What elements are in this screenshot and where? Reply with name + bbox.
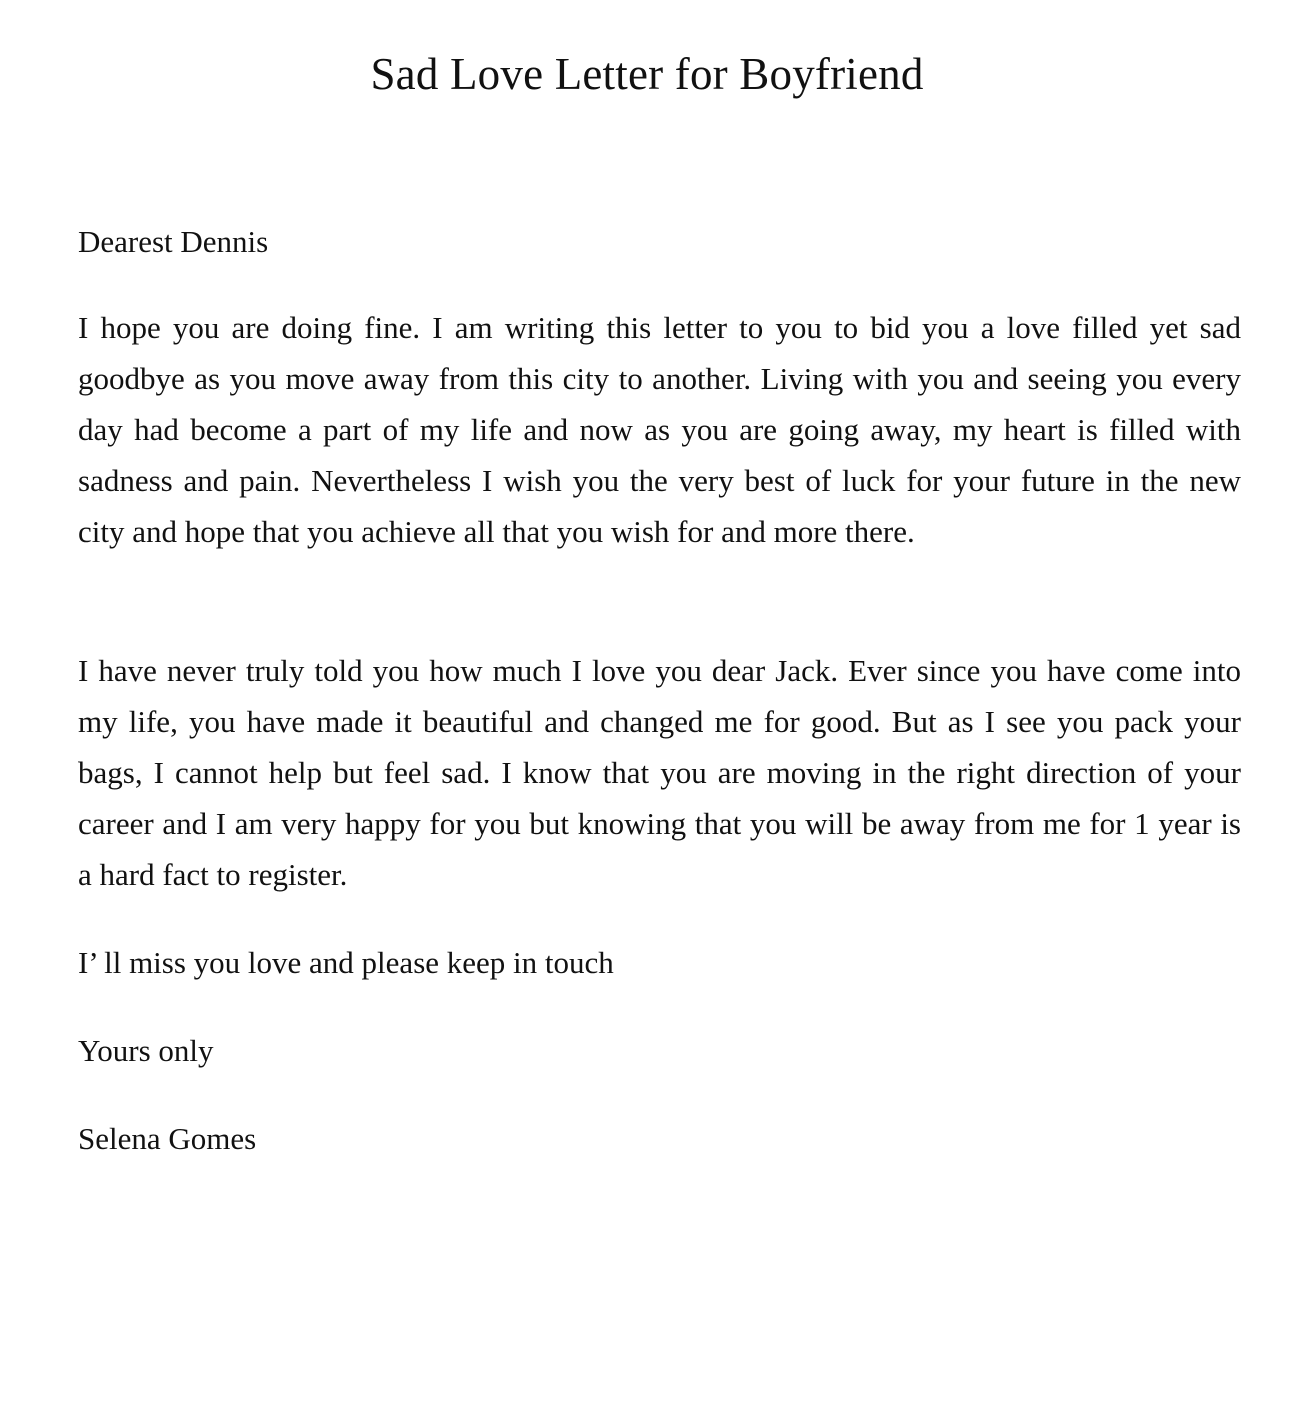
signature-name: Selena Gomes xyxy=(78,1121,257,1156)
paragraph-2: I have never truly told you how much I love you dear Jack. Ever since you have come into my life, you have made it beautiful and changed me for good. But as I see you pack your bags, I cannot help but feel sad. I know that you are moving in the right direction of your career and I am very happy for you but knowing that you will be away from me for 1 year is a hard fact to register. xyxy=(78,653,1241,892)
salutation: Dearest Dennis xyxy=(78,224,269,259)
closing-line: I’ ll miss you love and please keep in touch xyxy=(78,945,614,980)
letter-title: Sad Love Letter for Boyfriend xyxy=(370,49,924,99)
paragraph-1: I hope you are doing fine. I am writing this letter to you to bid you a love filled yet sad goodbye as you move away from this city to another. Living with you and seeing you every day had become a part of my life and now as you are going away, my heart is filled with sadness and pain. Nevertheless I wish you the very best of luck for your future in the new city and hope that you achieve all that you wish for and more there. xyxy=(78,310,1241,549)
sign-off: Yours only xyxy=(78,1033,214,1068)
